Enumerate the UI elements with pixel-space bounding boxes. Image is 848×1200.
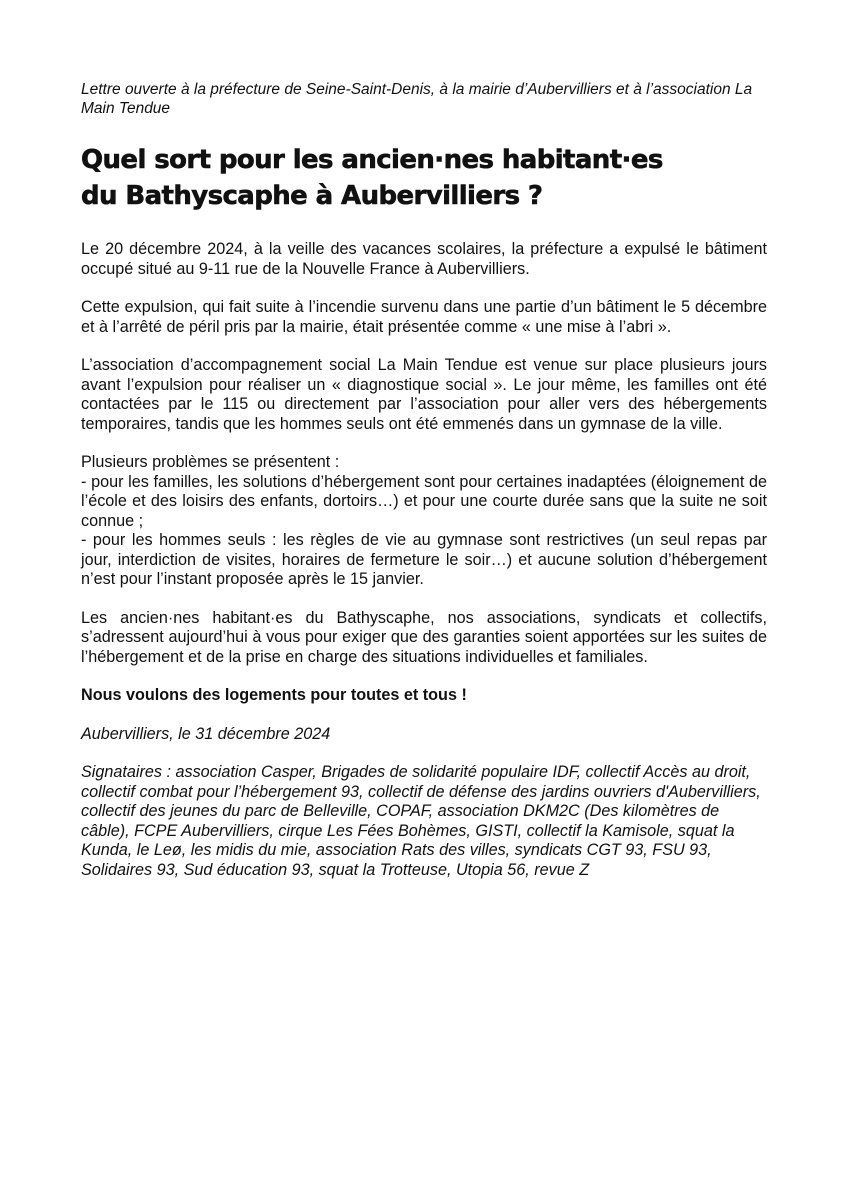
problems-heading: Plusieurs problèmes se présentent :	[81, 453, 340, 471]
problems-section	[81, 453, 767, 590]
paragraph-association: L’association d’accompagnement social La Main Tendue est venue sur place plusieurs jours avant l’expulsion pour réaliser un « diagnostique social ». Le jour même, les familles ont été contactées par le 115 ou directement par l’association pour aller vers des hébergements temporaires, tandis que les hommes seuls ont été emmenés dans un gymnase de la ville.	[81, 356, 767, 433]
signatories-list: Signataires : association Casper, Brigades de solidarité populaire IDF, collectif Accès au droit, collectif combat pour l’hébergement 93, collectif de défense des jardins ouvriers d'Aubervilliers, collectif des jeunes du parc de Belleville, COPAF, association DKM2C (Des kilomètres de câble), FCPE Aubervilliers, cirque Les Fées Bohèmes, GISTI, collectif la Kamisole, squat la Kunda, le Leø, les midis du mie, association Rats des villes, syndicats CGT 93, FSU 93, Solidaires 93, Sud éducation 93, squat la Trotteuse, Utopia 56, revue Z	[81, 763, 761, 879]
letter-page	[81, 80, 767, 899]
demand-slogan: Nous voulons des logements pour toutes et tous !	[81, 686, 467, 704]
problem-families: - pour les familles, les solutions d’hébergement sont pour certaines inadaptées (éloignement de l’école et des loisirs des enfants, dortoirs…) et pour une courte durée sans que la suite ne soit connue ;	[81, 472, 767, 530]
title-line-2: du Bathyscaphe à Aubervilliers ?	[81, 181, 543, 211]
letter-intro: Lettre ouverte à la préfecture de Seine-Saint-Denis, à la mairie d’Aubervilliers et à l’association La Main Tendue	[81, 81, 753, 117]
letter-date: Aubervilliers, le 31 décembre 2024	[81, 724, 331, 743]
paragraph-expulsion: Le 20 décembre 2024, à la veille des vacances scolaires, la préfecture a expulsé le bâtiment occupé situé au 9-11 rue de la Nouvelle France à Aubervilliers.	[81, 240, 767, 278]
page-title	[81, 142, 767, 214]
paragraph-demands: Les ancien·nes habitant·es du Bathyscaphe, nos associations, syndicats et collectifs, s’adressent aujourd’hui à vous pour exiger que des garanties soient apportées sur les suites de l’hébergement et de la prise en charge des situations individuelles et familiales.	[81, 608, 767, 666]
problem-single-men: - pour les hommes seuls : les règles de vie au gymnase sont restrictives (un seul repas par jour, interdiction de visites, horaires de fermeture le soir…) et aucune solution d’hébergement n’est pour l’instant proposée après le 15 janvier.	[81, 531, 767, 588]
title-line-1: Quel sort pour les ancien·nes habitant·es	[81, 145, 663, 175]
paragraph-context: Cette expulsion, qui fait suite à l’incendie survenu dans une partie d’un bâtiment le 5 décembre et à l’arrêté de péril pris par la mairie, était présentée comme « une mise à l’abri ».	[81, 298, 767, 336]
